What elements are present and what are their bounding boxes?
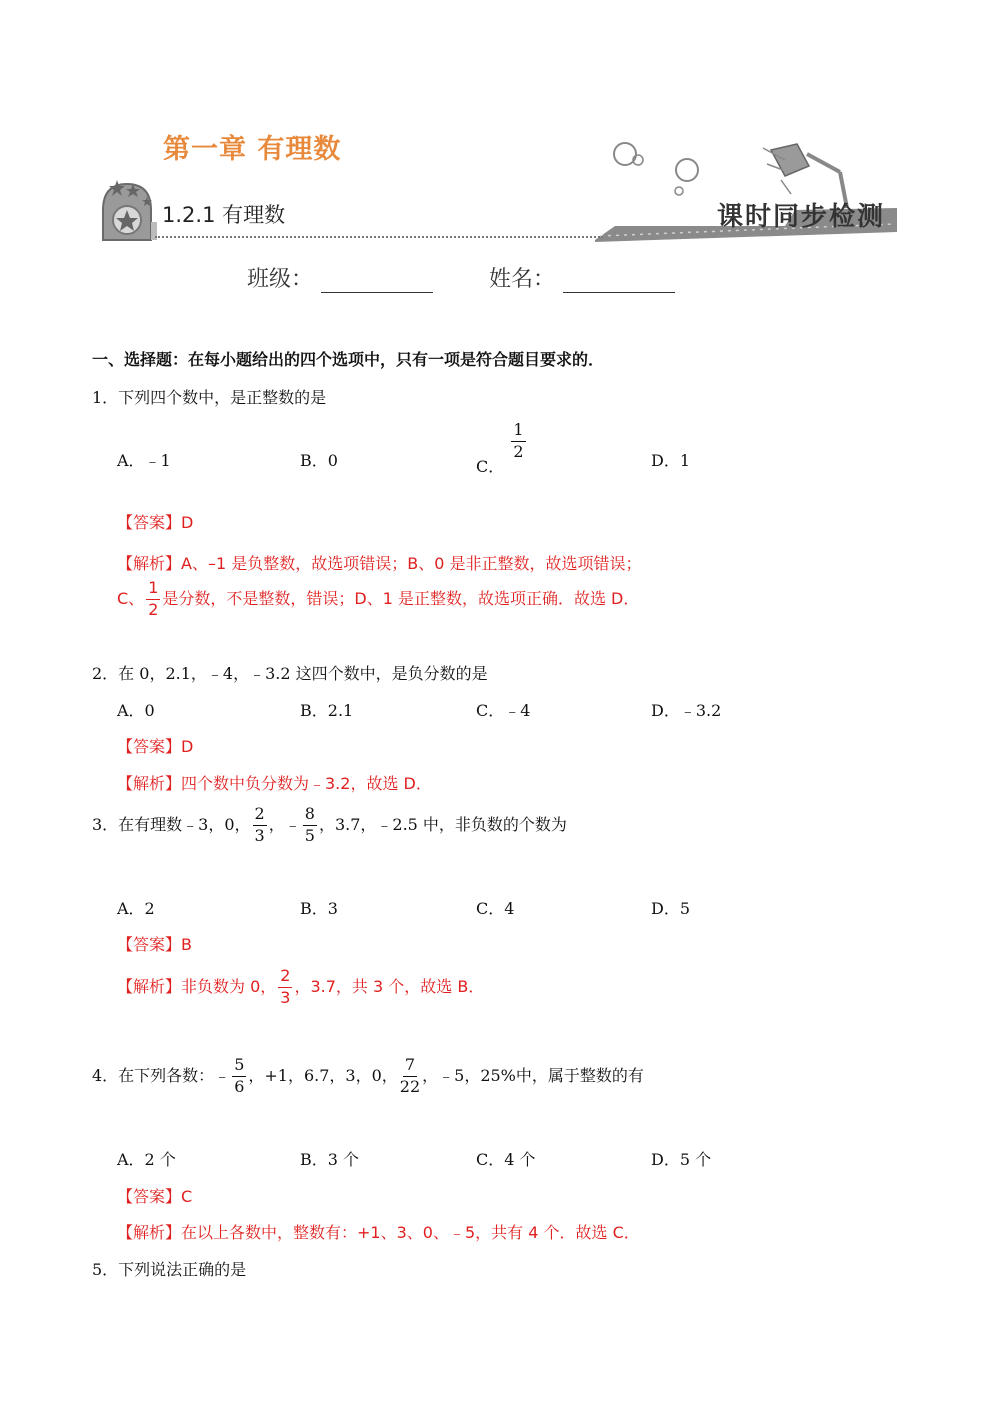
class-field — [247, 262, 433, 293]
dotted-rule — [155, 236, 603, 238]
q2-option-d: D．﹣3.2 — [651, 701, 722, 720]
q1-explanation-1: 【解析】A、–1 是负整数，故选项错误；B、0 是非正整数，故选项错误； — [117, 554, 642, 573]
q2-explanation: 【解析】四个数中负分数为﹣3.2，故选 D． — [117, 774, 432, 793]
class-blank[interactable] — [321, 272, 433, 293]
lesson-title: 1.2.1 有理数 — [162, 203, 286, 227]
name-field — [489, 262, 675, 293]
q1-explanation-2: C、 $\frac{1}{2}$ 是分数，不是整数，错误；D、1 是正整数，故选项正确．故选 D． — [117, 578, 640, 619]
q1-option-a: A．﹣1 — [117, 451, 171, 470]
question-5-stem: 5．下列说法正确的是 — [92, 1260, 247, 1279]
q2-option-b: B．2.1 — [300, 701, 354, 720]
q2-option-a: A．0 — [117, 701, 155, 720]
question-4-stem: 4．在下列各数：﹣ $\frac{5}{6}$ ，+1，6.7，3，0， $\frac{7}{22}$ ，﹣5，25%中，属于整数的有 — [92, 1055, 644, 1096]
banner-title: 课时同步检测 — [716, 202, 885, 232]
class-label: 班级： — [247, 267, 314, 292]
q3-option-b: B．3 — [300, 899, 338, 918]
question-1-stem: 1．下列四个数中，是正整数的是 — [92, 388, 327, 407]
section-heading: 一、选择题：在每小题给出的四个选项中，只有一项是符合题目要求的． — [92, 350, 605, 369]
name-blank[interactable] — [563, 272, 675, 293]
chapter-title: 第一章 有理数 — [163, 134, 342, 165]
q4-option-a: A．2 个 — [117, 1150, 176, 1169]
q4-option-b: B．3 个 — [300, 1150, 360, 1169]
q3-explanation: 【解析】非负数为 0， $\frac{2}{3}$ ，3.7，共 3 个，故选 B． — [117, 966, 485, 1007]
q3-option-c: C．4 — [476, 899, 515, 918]
q4-answer: 【答案】C — [117, 1187, 193, 1206]
q2-answer: 【答案】D — [117, 737, 194, 756]
q4-option-d: D．5 个 — [651, 1150, 712, 1169]
q4-option-c: C．4 个 — [476, 1150, 536, 1169]
q1-answer: 【答案】D — [117, 513, 194, 532]
q3-option-a: A．2 — [117, 899, 155, 918]
q1-option-d: D．1 — [651, 451, 691, 470]
name-label: 姓名： — [489, 267, 556, 292]
q3-option-d: D．5 — [651, 899, 691, 918]
q1-option-b: B．0 — [300, 451, 338, 470]
q3-answer: 【答案】B — [117, 935, 192, 954]
q2-option-c: C．﹣4 — [476, 701, 531, 720]
q4-explanation: 【解析】在以上各数中，整数有：+1、3、0、﹣5，共有 4 个．故选 C． — [117, 1223, 640, 1242]
q1-option-c: C． $\frac{1}{2}$ — [476, 420, 524, 476]
question-2-stem: 2．在 0，2.1，﹣4，﹣3.2 这四个数中，是负分数的是 — [92, 664, 488, 683]
question-3-stem: 3．在有理数﹣3，0， $\frac{2}{3}$ ，﹣ $\frac{8}{5}$ ，3.7，﹣2.5 中，非负数的个数为 — [92, 804, 567, 845]
header-decoration — [95, 140, 905, 250]
